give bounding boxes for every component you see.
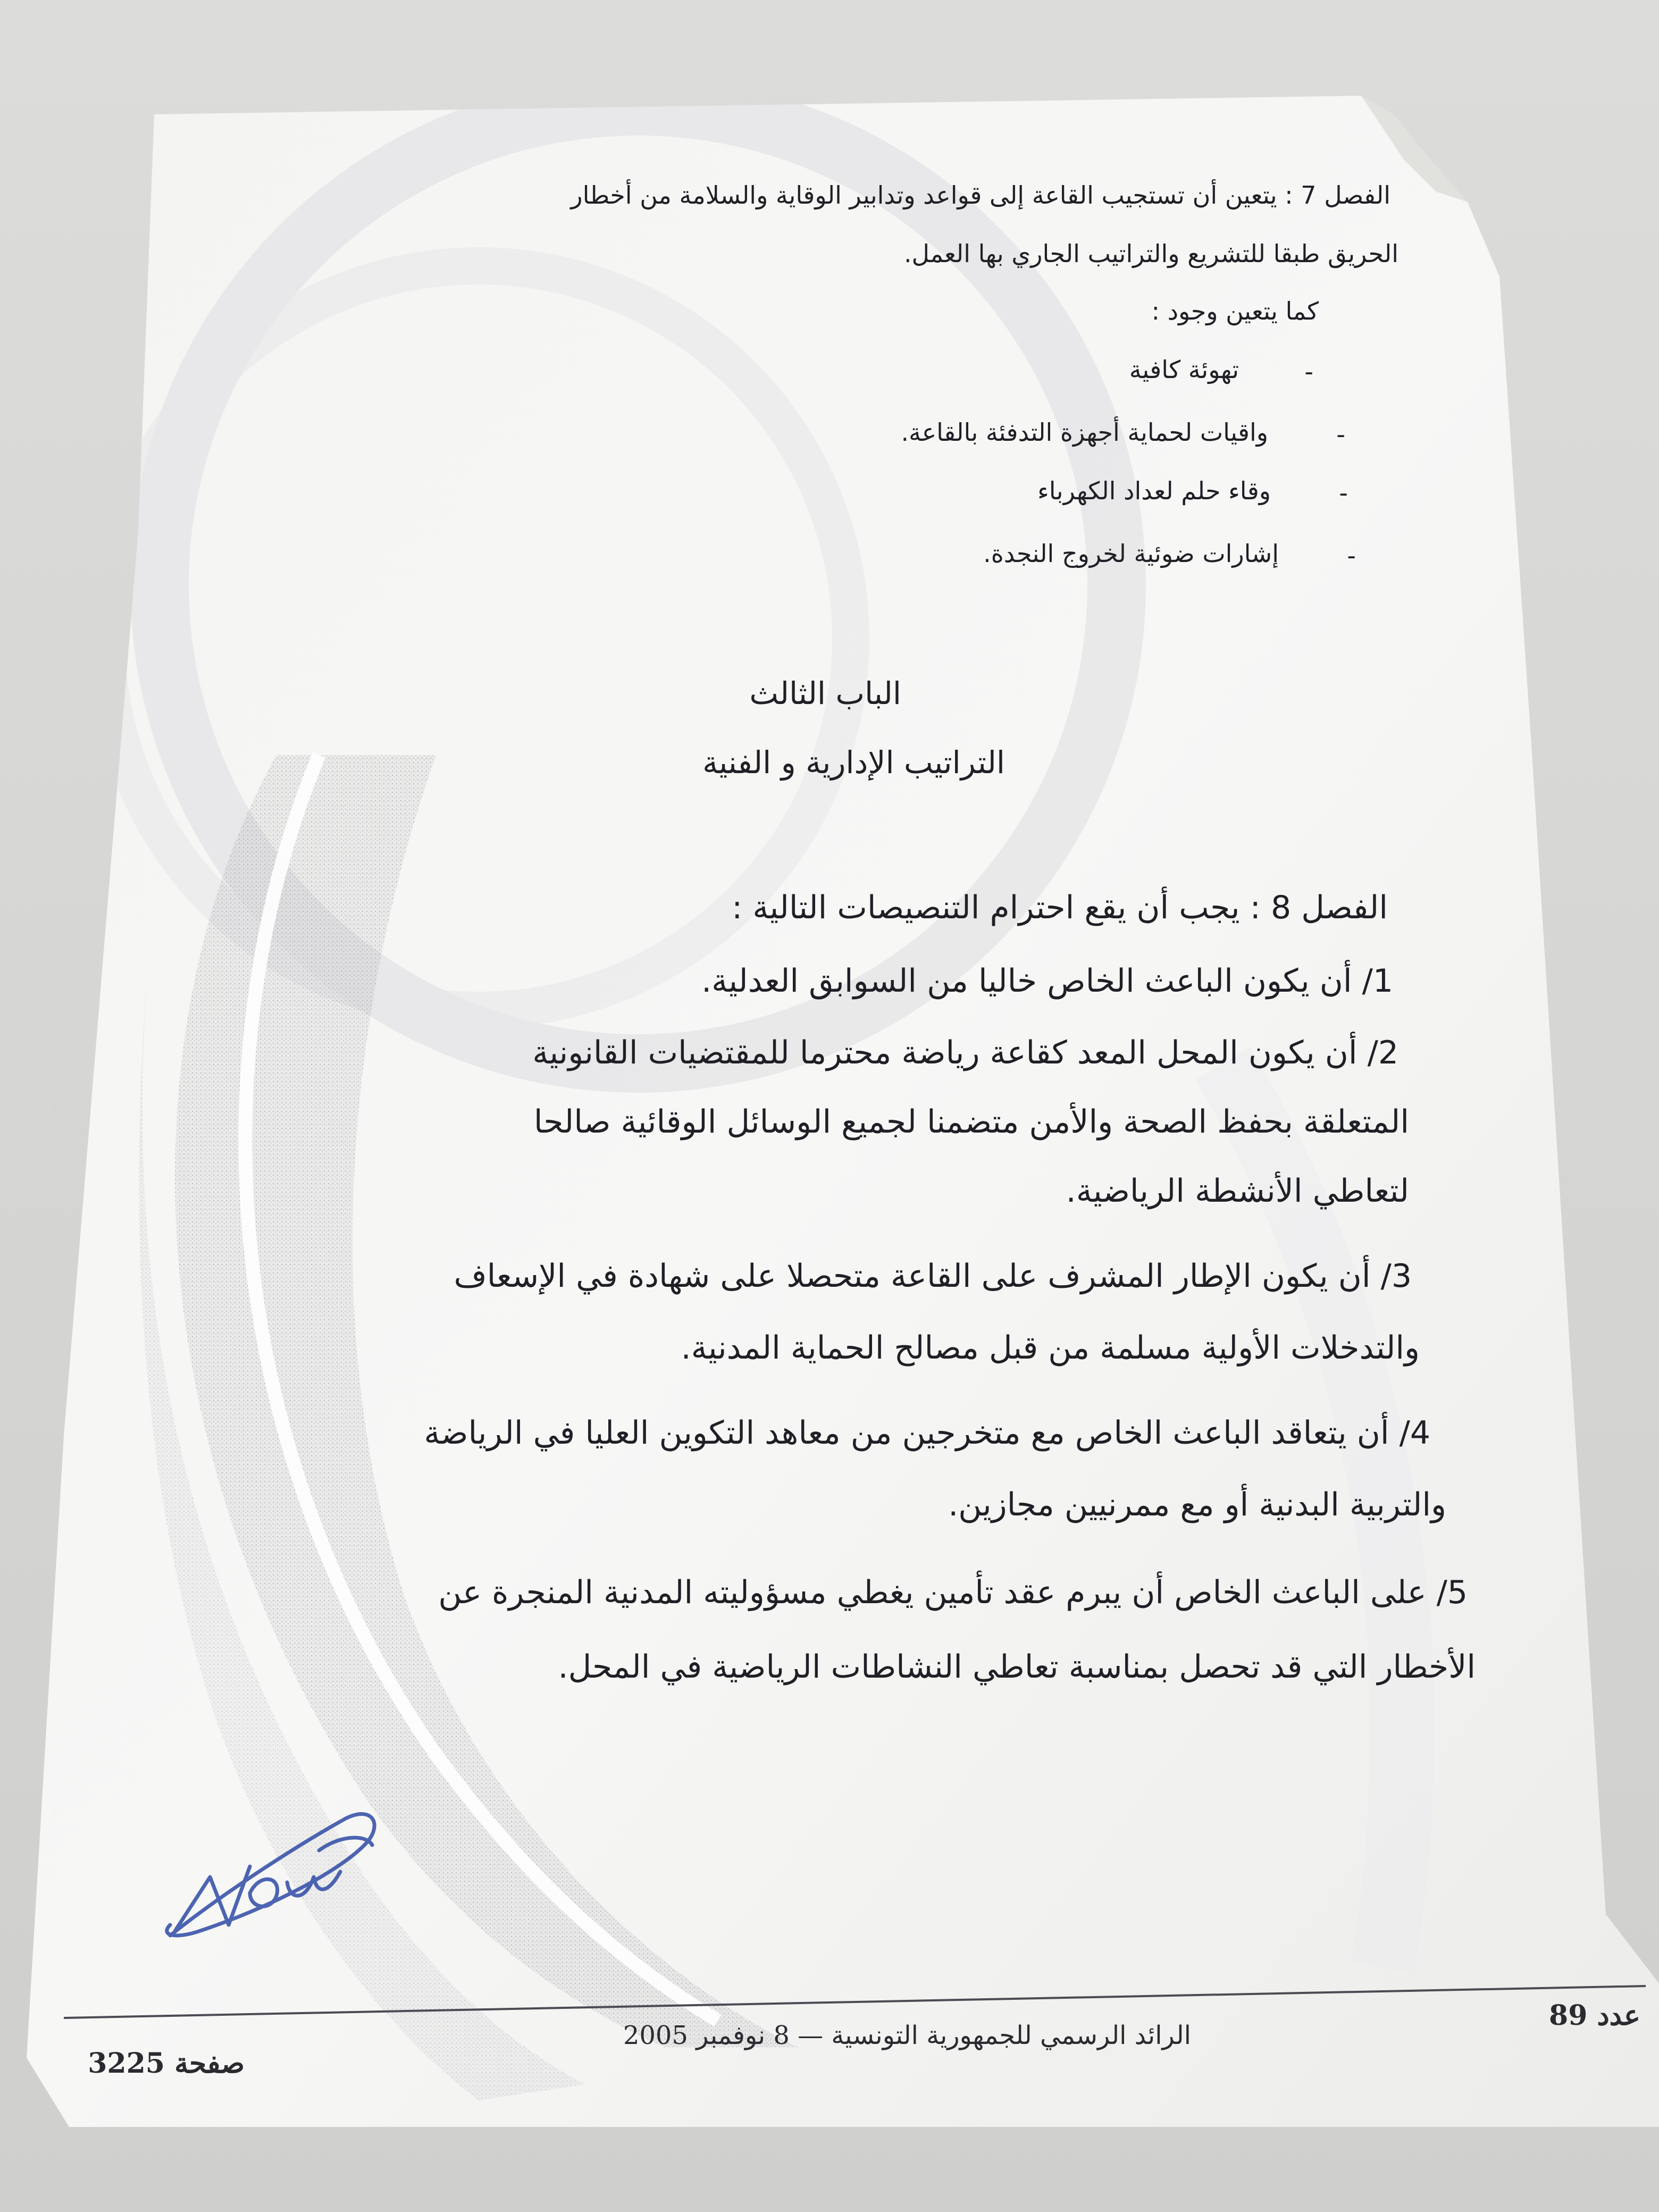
footer-issue-number: عدد 89 [1549, 1999, 1640, 2032]
article8-item3-line1: 3/ أن يكون الإطار المشرف على القاعة متحصلا على شهادة في الإسعاف [454, 1258, 1412, 1295]
bullet-dash: - [1339, 479, 1348, 507]
article8-item2-line1: 2/ أن يكون المحل المعد كقاعة رياضة محترما للمقتضيات القانونية [532, 1034, 1398, 1071]
article8-item4-line1: 4/ أن يتعاقد الباعث الخاص مع متخرجين من معاهد التكوين العليا في الرياضة [424, 1414, 1430, 1452]
bullet-dash: - [1347, 541, 1356, 570]
article7-line1: الفصل 7 : يتعين أن تستجيب القاعة إلى قواعد وتدابير الوقاية والسلامة من أخطار [571, 181, 1390, 210]
article8-item4-line2: والتربية البدنية أو مع ممرنيين مجازين. [948, 1486, 1446, 1523]
article8-intro: الفصل 8 : يجب أن يقع احترام التنصيصات التالية : [732, 889, 1388, 926]
list-item-heater-guards: واقيات لحماية أجهزة التدفئة بالقاعة. [901, 418, 1268, 447]
bullet-dash: - [1304, 357, 1313, 386]
article8-item5-line2: الأخطار التي قد تحصل بمناسبة تعاطي النشاطات الرياضية في المحل. [558, 1648, 1476, 1686]
article8-item5-line1: 5/ على الباعث الخاص أن يبرم عقد تأمين يغطي مسؤوليته المدنية المنجرة عن [438, 1574, 1468, 1611]
chapter-title: الباب الثالث [749, 675, 901, 711]
article7-intro: كما يتعين وجود : [1151, 297, 1319, 325]
footer-gazette-title: الرائد الرسمي للجمهورية التونسية — 8 نوفمبر 2005 [623, 2021, 1191, 2050]
article8-item3-line2: والتدخلات الأولية مسلمة من قبل مصالح الحماية المدنية. [681, 1329, 1420, 1367]
bullet-dash: - [1336, 420, 1345, 449]
article8-item2-line2: المتعلقة بحفظ الصحة والأمن متضمنا لجميع الوسائل الوقائية صالحا [533, 1103, 1409, 1141]
article7-line2: الحريق طبقا للتشريع والتراتيب الجاري بها العمل. [903, 239, 1398, 268]
article8-item2-line3: لتعاطي الأنشطة الرياضية. [1066, 1172, 1409, 1210]
chapter-subtitle: التراتيب الإدارية و الفنية [702, 744, 1005, 781]
list-item-ventilation: تهوئة كافية [1129, 355, 1239, 384]
list-item-meter-guard: وقاء حلم لعداد الكهرباء [1037, 476, 1271, 505]
footer-page-number: صفحة 3225 [88, 2047, 245, 2080]
article8-item1: 1/ أن يكون الباعث الخاص خاليا من السوابق العدلية. [701, 962, 1393, 1000]
list-item-exit-signs: إشارات ضوئية لخروج النجدة. [983, 539, 1279, 568]
